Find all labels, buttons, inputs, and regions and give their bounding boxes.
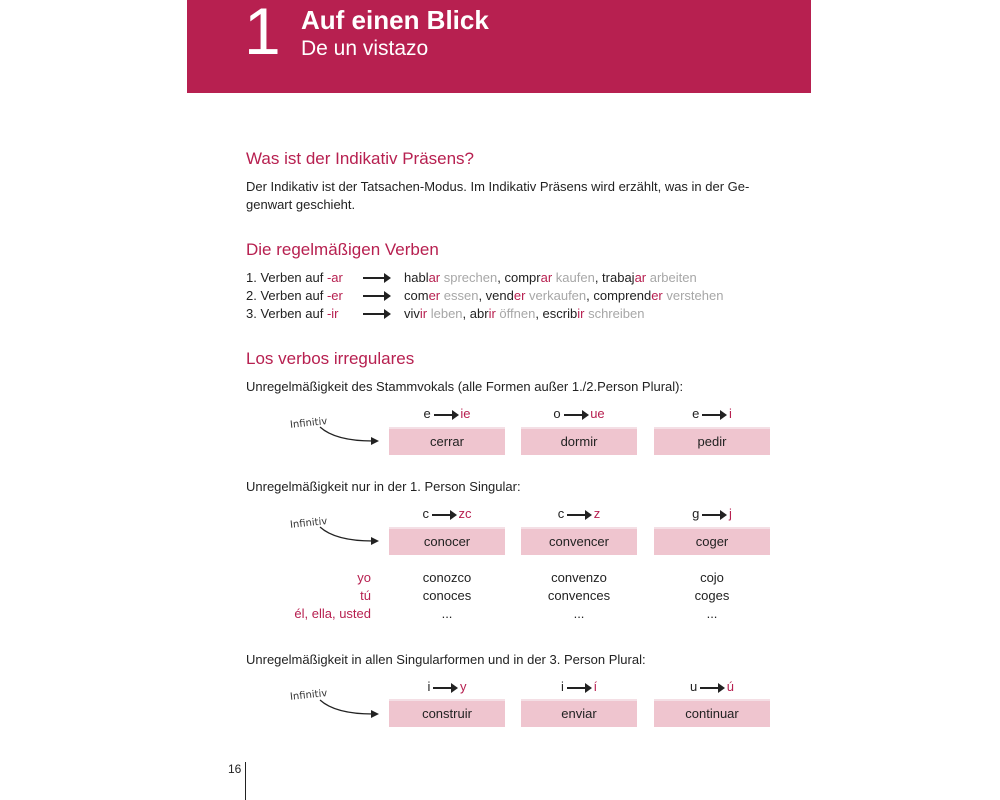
example-segment: ,: [462, 306, 470, 321]
verb-box: convencer: [521, 527, 637, 555]
arrow-icon: [434, 414, 456, 416]
verb-box: continuar: [654, 699, 770, 727]
label-text: 3. Verben auf: [246, 306, 327, 321]
example-segment: ,: [535, 306, 543, 321]
section-heading-regular-verbs: Die regelmäßigen Verben: [246, 240, 439, 259]
change-from: e: [692, 406, 700, 421]
example-segment: ,: [478, 288, 486, 303]
example-segment: vend: [485, 288, 514, 303]
vowel-change: [654, 679, 770, 695]
change-from: i: [427, 679, 431, 694]
curved-arrow-icon: [318, 424, 382, 446]
change-from: u: [689, 679, 698, 694]
example-segment: essen: [440, 288, 479, 303]
verb-row: [246, 269, 806, 287]
example-segment: arbeiten: [646, 270, 697, 285]
change-to: i: [725, 406, 732, 421]
verb-box: pedir: [654, 427, 770, 455]
chapter-subtitle: De un vistazo: [301, 37, 429, 60]
verb-box: enviar: [521, 699, 637, 727]
vowel-change: [521, 679, 637, 695]
change-from: e: [423, 406, 431, 421]
verb-row-label: [246, 305, 339, 323]
label-ending: -ir: [326, 306, 339, 321]
page-rule: [245, 762, 246, 800]
example-segment: escrib: [542, 306, 578, 321]
change-to: ie: [456, 406, 471, 421]
change-from: o: [553, 406, 561, 421]
example-segment: verkaufen: [525, 288, 587, 303]
chapter-number: 1: [244, 0, 281, 68]
label-ending: -er: [326, 288, 343, 303]
section-heading-irregular-verbs: Los verbos irregulares: [246, 349, 415, 368]
infinitiv-label: Infinitiv: [289, 688, 328, 703]
arrow-icon: [363, 277, 389, 279]
change-from: c: [422, 506, 429, 521]
example-segment: er: [428, 288, 441, 303]
change-from: g: [692, 506, 700, 521]
example-segment: abr: [469, 306, 489, 321]
arrow-icon: [700, 687, 722, 689]
verb-box: coger: [654, 527, 770, 555]
pronoun-label: yo: [357, 570, 371, 585]
label-ending: -ar: [326, 270, 343, 285]
label-text: 2. Verben auf: [246, 288, 327, 303]
verb-row-label: [246, 269, 343, 287]
pronoun-label: tú: [360, 588, 371, 603]
vowel-change: [521, 506, 637, 522]
example-segment: ar: [634, 270, 647, 285]
verb-examples: [404, 287, 723, 305]
verb-row-label: [246, 287, 343, 305]
example-segment: habl: [404, 270, 429, 285]
conjugated-form: conozco: [422, 570, 472, 585]
verb-row: [246, 287, 806, 305]
example-segment: verstehen: [662, 288, 724, 303]
example-segment: ir: [419, 306, 428, 321]
conjugated-form: convences: [547, 588, 611, 603]
chapter-title: Auf einen Blick: [301, 5, 489, 35]
example-segment: kaufen: [552, 270, 595, 285]
example-segment: trabaj: [602, 270, 635, 285]
arrow-icon: [702, 514, 724, 516]
page-number: 16: [228, 762, 242, 776]
arrow-icon: [564, 414, 586, 416]
example-segment: ar: [428, 270, 441, 285]
pronoun-label: él, ella, usted: [294, 606, 371, 621]
conjugated-form: coges: [694, 588, 730, 603]
verb-box: conocer: [389, 527, 505, 555]
vowel-change: [389, 406, 505, 422]
example-segment: leben: [427, 306, 463, 321]
infinitiv-label: Infinitiv: [289, 516, 328, 531]
vowel-change: [654, 406, 770, 422]
group3-intro: Unregelmäßigkeit in allen Singularformen und in der 3. Person Plural:: [246, 652, 646, 667]
arrow-icon: [567, 687, 589, 689]
paragraph-line-2: genwart geschieht.: [246, 197, 356, 212]
vowel-change: [389, 506, 505, 522]
chapter-header: [187, 0, 811, 93]
arrow-icon: [363, 295, 389, 297]
change-to: zc: [454, 506, 472, 521]
vowel-change: [521, 406, 637, 422]
vowel-change: [654, 506, 770, 522]
example-segment: comprend: [593, 288, 652, 303]
label-text: 1. Verben auf: [246, 270, 327, 285]
verb-box: dormir: [521, 427, 637, 455]
curved-arrow-icon: [318, 524, 382, 546]
curved-arrow-icon: [318, 697, 382, 719]
conjugated-form: ...: [706, 606, 718, 621]
verb-examples: [404, 305, 644, 323]
paragraph-line-1: Der Indikativ ist der Tatsachen-Modus. Im Indikativ Präsens wird erzählt, was in der Ge-: [246, 179, 750, 194]
arrow-icon: [363, 313, 389, 315]
example-segment: sprechen: [440, 270, 498, 285]
example-segment: ,: [594, 270, 603, 285]
vowel-change: [389, 679, 505, 695]
change-to: j: [725, 506, 732, 521]
change-to: í: [589, 679, 598, 694]
conjugated-form: ...: [441, 606, 453, 621]
change-to: z: [590, 506, 601, 521]
group2-intro: Unregelmäßigkeit nur in der 1. Person Singular:: [246, 479, 521, 494]
conjugated-form: cojo: [700, 570, 724, 585]
arrow-icon: [567, 514, 589, 516]
arrow-icon: [433, 687, 455, 689]
example-segment: er: [513, 288, 526, 303]
example-segment: com: [404, 288, 429, 303]
arrow-icon: [432, 514, 454, 516]
example-segment: öffnen: [495, 306, 536, 321]
verb-row: [246, 305, 806, 323]
example-segment: ir: [488, 306, 496, 321]
arrow-icon: [702, 414, 724, 416]
example-segment: ,: [497, 270, 505, 285]
section-heading-indikativ: Was ist der Indikativ Präsens?: [246, 149, 475, 168]
change-to: ú: [723, 679, 735, 694]
group1-intro: Unregelmäßigkeit des Stammvokals (alle Formen außer 1./2.Person Plural):: [246, 379, 684, 394]
change-to: ue: [586, 406, 605, 421]
change-to: y: [456, 679, 467, 694]
conjugated-form: conoces: [422, 588, 472, 603]
infinitiv-label: Infinitiv: [289, 416, 328, 431]
example-segment: ar: [540, 270, 553, 285]
change-from: i: [560, 679, 564, 694]
conjugated-form: ...: [573, 606, 585, 621]
example-segment: viv: [404, 306, 420, 321]
verb-box: construir: [389, 699, 505, 727]
verb-box: cerrar: [389, 427, 505, 455]
example-segment: er: [651, 288, 663, 303]
change-from: c: [557, 506, 565, 521]
example-segment: ir: [577, 306, 585, 321]
example-segment: schreiben: [584, 306, 645, 321]
verb-examples: [404, 269, 697, 287]
example-segment: ,: [586, 288, 594, 303]
conjugated-form: convenzo: [551, 570, 607, 585]
example-segment: compr: [504, 270, 541, 285]
